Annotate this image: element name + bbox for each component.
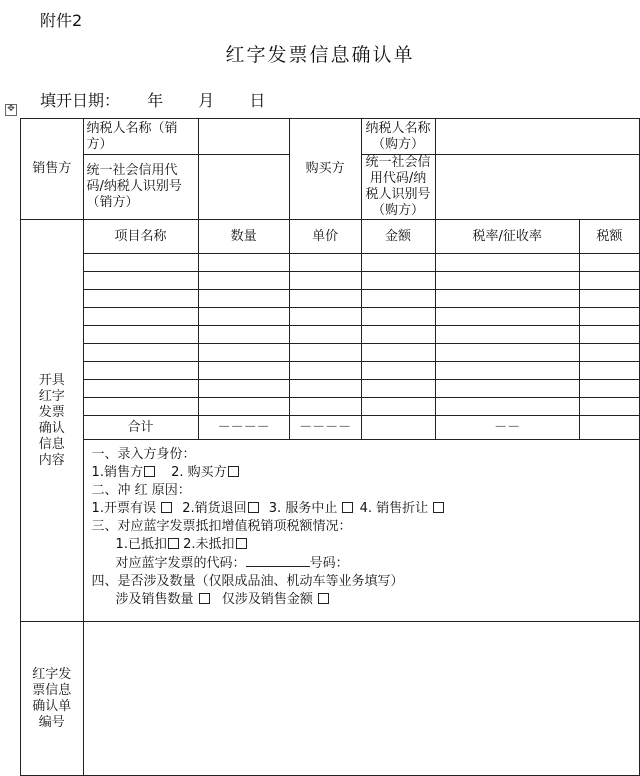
item-cell[interactable] <box>289 254 361 272</box>
item-cell[interactable] <box>289 344 361 362</box>
involves-quantity-checkbox[interactable] <box>199 593 210 604</box>
reason-stop-checkbox[interactable] <box>342 502 353 513</box>
reason-block <box>83 440 639 622</box>
item-cell[interactable] <box>361 272 435 290</box>
item-cell[interactable] <box>579 308 639 326</box>
identity-options <box>92 464 631 482</box>
item-cell[interactable] <box>198 326 289 344</box>
reason-error-label: 1.开票有误 <box>91 501 156 516</box>
fill-date-label: 填开日期： <box>40 91 121 110</box>
header-quantity: 数量 <box>198 220 289 254</box>
fill-date-row <box>40 88 265 111</box>
item-cell[interactable] <box>289 290 361 308</box>
item-cell[interactable] <box>361 254 435 272</box>
year-label: 年 <box>147 91 164 110</box>
total-label: 合计 <box>83 416 198 440</box>
item-cell[interactable] <box>83 380 198 398</box>
item-cell[interactable] <box>83 362 198 380</box>
item-cell[interactable] <box>435 398 579 416</box>
buyer-option-label: 2. 购买方 <box>171 465 227 480</box>
reason-stop-label: 3. 服务中止 <box>268 501 338 516</box>
deduction-options <box>92 536 631 554</box>
item-cell[interactable] <box>361 380 435 398</box>
deducted-checkbox[interactable] <box>168 538 179 549</box>
item-cell[interactable] <box>83 308 198 326</box>
item-cell[interactable] <box>289 380 361 398</box>
blue-invoice-row <box>92 554 631 573</box>
invoice-form-table <box>20 118 640 776</box>
quantity-heading: 四、是否涉及数量（仅限成品油、机动车等业务填写） <box>91 574 404 589</box>
item-cell[interactable] <box>289 272 361 290</box>
buyer-id-label: 统一社会信用代码/纳税人识别号（购方） <box>361 155 435 220</box>
deduction-heading: 三、对应蓝字发票抵扣增值税销项税额情况： <box>91 519 352 534</box>
total-unit-price: －－－－ <box>289 416 361 440</box>
header-item-name: 项目名称 <box>83 220 198 254</box>
item-cell[interactable] <box>361 344 435 362</box>
item-cell[interactable] <box>579 290 639 308</box>
amount-only-checkbox[interactable] <box>318 593 329 604</box>
item-cell[interactable] <box>289 362 361 380</box>
item-cell[interactable] <box>435 380 579 398</box>
item-cell[interactable] <box>361 290 435 308</box>
item-cell[interactable] <box>435 290 579 308</box>
day-label: 日 <box>249 91 266 110</box>
blue-invoice-code-field[interactable] <box>246 554 310 567</box>
seller-checkbox[interactable] <box>144 466 155 477</box>
reason-return-checkbox[interactable] <box>248 502 259 513</box>
month-label: 月 <box>198 91 215 110</box>
seller-name-value[interactable] <box>198 119 289 155</box>
reason-discount-label: 4. 销售折让 <box>359 501 429 516</box>
item-cell[interactable] <box>198 254 289 272</box>
item-cell[interactable] <box>579 398 639 416</box>
item-cell[interactable] <box>361 362 435 380</box>
move-handle-icon[interactable]: ✥ <box>5 104 17 116</box>
reason-options <box>92 500 631 518</box>
page-title: 红字发票信息确认单 <box>225 44 415 66</box>
item-cell[interactable] <box>435 308 579 326</box>
item-cell[interactable] <box>435 344 579 362</box>
item-cell[interactable] <box>198 380 289 398</box>
item-cell[interactable] <box>579 362 639 380</box>
item-cell[interactable] <box>289 308 361 326</box>
buyer-checkbox[interactable] <box>228 466 239 477</box>
items-section-label: 开具红字发票确认信息内容 <box>21 220 84 622</box>
item-cell[interactable] <box>198 362 289 380</box>
seller-id-value[interactable] <box>198 155 289 220</box>
item-cell[interactable] <box>579 380 639 398</box>
reason-discount-checkbox[interactable] <box>433 502 444 513</box>
header-amount: 金额 <box>361 220 435 254</box>
buyer-id-value[interactable] <box>435 155 640 220</box>
seller-option-label: 1.销售方 <box>91 465 143 480</box>
item-cell[interactable] <box>435 362 579 380</box>
total-tax-amount[interactable] <box>579 416 639 440</box>
item-cell[interactable] <box>198 272 289 290</box>
item-cell[interactable] <box>289 398 361 416</box>
involves-quantity-label: 涉及销售数量 <box>115 592 194 607</box>
not-deducted-label: 2.未抵扣 <box>183 537 235 552</box>
item-cell[interactable] <box>83 326 198 344</box>
total-tax-rate: －－ <box>435 416 579 440</box>
item-cell[interactable] <box>361 326 435 344</box>
blue-invoice-code-label: 对应蓝字发票的代码： <box>115 556 246 571</box>
quantity-options <box>92 591 631 609</box>
reason-heading: 二、冲 红 原因： <box>91 483 191 498</box>
item-cell[interactable] <box>198 308 289 326</box>
item-cell[interactable] <box>83 344 198 362</box>
total-quantity: －－－－ <box>198 416 289 440</box>
reason-return-label: 2.销货退回 <box>182 501 247 516</box>
header-tax-amount: 税额 <box>579 220 639 254</box>
attachment-label: 附件2 <box>40 11 83 30</box>
not-deducted-checkbox[interactable] <box>236 538 247 549</box>
deducted-label: 1.已抵扣 <box>115 537 167 552</box>
item-cell[interactable] <box>83 254 198 272</box>
item-cell[interactable] <box>83 272 198 290</box>
item-cell[interactable] <box>579 344 639 362</box>
seller-id-label: 统一社会信用代码/纳税人识别号（销方） <box>83 155 198 220</box>
buyer-name-label: 纳税人名称（购方） <box>361 119 435 155</box>
item-cell[interactable] <box>361 398 435 416</box>
item-cell[interactable] <box>289 326 361 344</box>
item-cell[interactable] <box>83 398 198 416</box>
total-amount[interactable] <box>361 416 435 440</box>
item-cell[interactable] <box>361 308 435 326</box>
item-cell[interactable] <box>579 326 639 344</box>
item-cell[interactable] <box>579 254 639 272</box>
serial-label: 红字发票信息确认单编号 <box>21 622 84 776</box>
item-cell[interactable] <box>579 272 639 290</box>
header-unit-price: 单价 <box>289 220 361 254</box>
item-cell[interactable] <box>198 290 289 308</box>
buyer-name-value[interactable] <box>435 119 640 155</box>
seller-label: 销售方 <box>21 119 84 220</box>
seller-name-label: 纳税人名称（销方） <box>83 119 198 155</box>
blue-invoice-number-label: 号码： <box>309 556 349 571</box>
buyer-label: 购买方 <box>289 119 361 220</box>
item-cell[interactable] <box>83 290 198 308</box>
identity-heading: 一、录入方身份： <box>91 447 196 462</box>
amount-only-label: 仅涉及销售金额 <box>221 592 313 607</box>
item-cell[interactable] <box>198 398 289 416</box>
item-cell[interactable] <box>435 272 579 290</box>
header-tax-rate: 税率/征收率 <box>435 220 579 254</box>
item-cell[interactable] <box>435 254 579 272</box>
reason-error-checkbox[interactable] <box>161 502 172 513</box>
item-cell[interactable] <box>198 344 289 362</box>
item-cell[interactable] <box>435 326 579 344</box>
serial-value[interactable] <box>83 622 639 776</box>
